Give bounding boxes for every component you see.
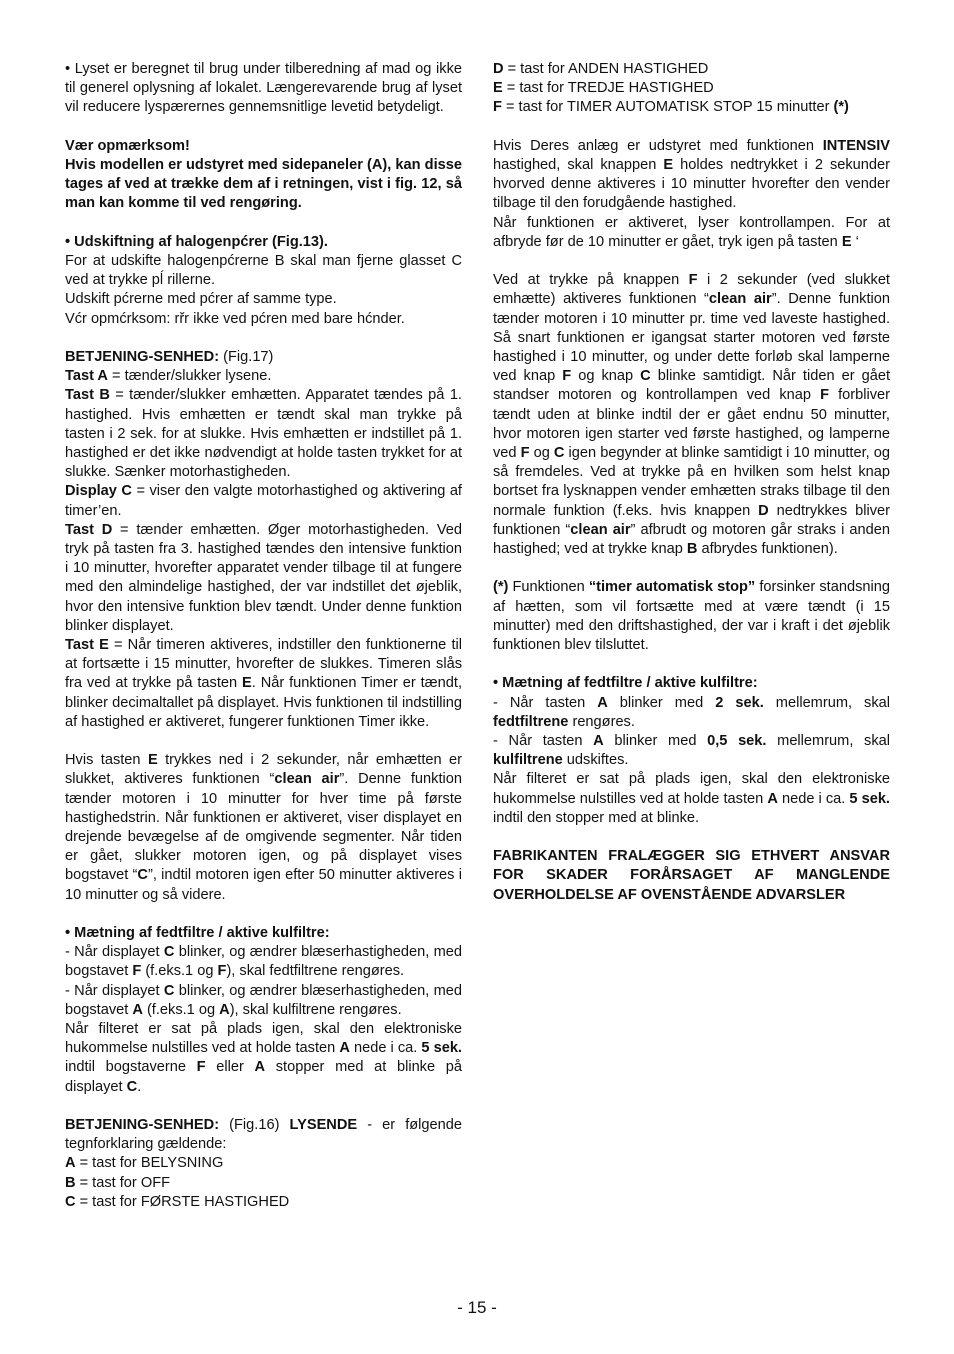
bold-text-run: F [820,387,829,404]
text-run: Udskift pćrerne med pćrer af samme type. [65,291,337,308]
bold-text-run: B [65,1174,76,1191]
paragraph [493,271,890,559]
paragraph [65,233,462,252]
paragraph [493,137,890,214]
bold-text-run: Hvis modellen er udstyret med sidepaneler (A), kan disse tages af ved at trække dem af i retningen, vist i fig. 12, så man kan komme til ved rengøring. [65,157,462,212]
bold-text-run: • Udskiftning af halogenpćrer (Fig.13). [65,233,328,250]
bold-text-run: A [254,1059,266,1076]
paragraph [493,214,890,252]
text-run: (f.eks.1 og [141,963,218,980]
paragraph [65,1193,462,1212]
paragraph [65,1116,462,1154]
bold-text-run: LYSENDE [289,1117,358,1134]
right-column [493,60,890,905]
text-run: (Fig.17) [223,349,274,365]
bold-text-run: clean air [570,521,631,538]
paragraph [65,290,462,309]
text-run: = tænder/slukker lysene. [107,368,272,385]
text-run: i 2 sekunder (ved slukket emhætte) aktiveres funktionen “ [493,272,890,308]
bold-text-run: Vær opmærksom! [65,137,190,154]
paragraph [493,847,890,905]
paragraph [493,79,890,98]
paragraph [65,348,462,367]
text-run: (Fig.16) [229,1117,290,1134]
text-run: = tast for ANDEN HASTIGHED [503,61,709,77]
bold-text-run: A [597,694,608,711]
bold-text-run: kulfiltrene [493,752,563,769]
bold-text-run: C [163,944,175,961]
text-run: Ved at trykke på knappen [493,272,689,289]
text-run: udskiftes. [562,752,629,769]
bold-text-run: fedtfiltrene [493,713,569,730]
paragraph [65,636,462,732]
bold-text-run: BETJENING-SENHED: [65,349,224,365]
bold-text-run: D [758,502,769,519]
paragraph-gap [493,655,890,674]
text-run: og [529,445,554,462]
text-run: blinker med [607,694,716,711]
paragraph-gap [65,214,462,233]
text-run: blinker med [603,733,708,750]
text-run: - Når displayet [65,982,164,999]
text-run: rengøres. [568,713,635,730]
paragraph [65,156,462,214]
bold-text-run: A [219,1001,230,1018]
left-column [65,60,462,1212]
text-run: blinker, og ændrer blæserhastigheden, med bogstavet [65,982,462,1018]
text-run: . [137,1078,142,1095]
text-run: trykkes ned i 2 sekunder, når emhætten er slukket, aktiveres funktionen “ [65,752,462,788]
text-run: = tænder/slukker emhætten. Apparatet tændes på 1. hastighed. Hvis emhætten er tændt skal man trykke på tasten i 2 sek. for at slukke. Hvis emhætten er indstillet på 1. hastighed er det ikke nødvendigt at holde tasten trykket for at slukke. Sænker motorhastigheden. [65,387,462,481]
paragraph [65,1174,462,1193]
bold-text-run: E [147,752,158,769]
text-run: . Når funktionen Timer er tændt, blinker decimaltallet på displayet. Hvis funktionen til indstilling af hastighed er aktiveret, fungerer funktionen Timer ikke. [65,675,462,730]
paragraph-gap [65,329,462,348]
bold-text-run: C [553,445,565,462]
bold-text-run: F [493,99,502,116]
text-run: ”, indtil motoren igen efter 50 minutter aktiveres i 10 minutter og så videre. [65,867,462,903]
bold-text-run: D [493,61,504,77]
text-run: - Når tasten [493,694,598,711]
paragraph-gap [493,828,890,847]
bold-text-run: • Mætning af fedtfiltre / aktive kulfiltre: [65,925,330,942]
paragraph [65,386,462,482]
bold-text-run: “timer automatisk stop” [588,579,756,596]
paragraph-gap [65,732,462,751]
paragraph [65,751,462,905]
text-run: afbrydes funktionen). [697,541,838,558]
text-run: ‘ [851,233,859,250]
bold-text-run: F [562,368,572,385]
paragraph [65,252,462,290]
paragraph [493,674,890,693]
text-run: Når funktionen er aktiveret, lyser kontrollampen. For at afbryde før de 10 minutter er gået, tryk igen på tasten [493,214,890,250]
text-run: - er følgende tegnforklaring gældende: [65,1117,463,1153]
text-run: hastighed, skal knappen [493,157,664,173]
bold-text-run: F [196,1059,206,1076]
text-run: = tast for TREDJE HASTIGHED [502,80,714,97]
paragraph [493,60,890,79]
bold-text-run: A [767,790,778,807]
text-run: Vćr opmćrksom: rřr ikke ved pćren med bare hćnder. [65,310,405,327]
text-run: = Når timeren aktiveres, indstiller den funktionerne til at fortsætte i 15 minutter, hvorefter de slukkes. Timeren slås fra ved at trykke på tasten [65,637,462,692]
text-run: ” afbrudt og motoren går straks i anden hastighed; ved at trykke knap [493,521,890,558]
text-run: ), skal kulfiltrene rengøres. [229,1001,402,1018]
text-run: mellemrum, skal [763,694,891,711]
paragraph [493,694,890,732]
paragraph [65,521,462,636]
bold-text-run: Tast B [65,387,110,404]
paragraph [65,310,462,329]
bold-text-run: FABRIKANTEN FRALÆGGER SIG ETHVERT ANSVAR FOR SKADER FORÅRSAGET AF MANGLENDE OVERHOLDELSE AF OVENSTÅENDE ADVARSLER [493,848,890,903]
bold-text-run: F [132,963,142,980]
paragraph [65,924,462,943]
paragraph-gap [65,1097,462,1116]
bold-text-run: 0,5 sek. [707,733,767,750]
bold-text-run: A [132,1001,143,1018]
text-run: eller [205,1059,255,1076]
text-run: holdes nedtrykket i 2 sekunder hvorved denne aktiveres i 10 minutter hvorefter den vender tilbage til den forudgående hastighed. [493,157,890,212]
bold-text-run: E [493,80,503,97]
text-run: Når filteret er sat på plads igen, skal den elektroniske hukommelse nulstilles ved at holde tasten [65,1021,462,1057]
bold-text-run: C [65,1193,76,1210]
text-run: nede i ca. [349,1040,422,1057]
text-run: - Når displayet [65,944,164,961]
text-run: = viser den valgte motorhastighed og aktivering af timer’en. [65,483,462,519]
paragraph [493,98,890,117]
text-run: Hvis tasten [65,752,148,769]
paragraph [65,137,462,156]
text-run: nede i ca. [777,790,850,807]
text-run: = tænder emhætten. Øger motorhastigheden. Ved tryk på tasten fra 3. hastighed tændes den intensive funktion i 10 minutter, hvorefter apparatet vender tilbage til at fungere med den almindelige hastighed, der var indstillet det øjeblik, hvor den intensive funktion blev tændt. Under denne funktion blinker displayet. [65,521,462,634]
text-run: blinker, og ændrer blæserhastigheden, med bogstavet [65,944,462,980]
bold-text-run: 5 sek. [421,1040,462,1057]
paragraph [65,943,462,981]
bold-text-run: E [663,157,674,173]
bold-text-run: BETJENING-SENHED: [65,1117,230,1134]
text-run: indtil den stopper med at blinke. [493,809,700,826]
text-run: ”. Denne funktion tænder motoren i 10 minutter for hver time på første hastighedstrin. Når funktionen er aktiveret, viser displayet en drejende bevægelse af de omgivende segmenter. Når tiden er gået, slukker motoren igen, og på displayet vises bogstavet “ [65,771,462,884]
bold-text-run: • Mætning af fedtfiltre / aktive kulfiltre: [493,675,758,692]
bold-text-run: (*) [833,99,849,116]
paragraph-gap [65,118,462,137]
text-run: ”. Denne funktion tænder motoren i 10 minutter pr. time ved laveste hastighed. Så snart funktionen er igangsat starter motoren ved første hastighed i 10 minutter, og under dette forløb skal lamperne ved knap [493,291,890,385]
paragraph [493,770,890,828]
text-run: = tast for TIMER AUTOMATISK STOP 15 minutter [501,99,834,116]
bold-text-run: F [217,963,227,980]
text-run: (f.eks.1 og [142,1001,220,1018]
bold-text-run: clean air [274,771,340,788]
bold-text-run: 5 sek. [849,790,890,807]
paragraph [493,578,890,655]
paragraph [65,367,462,386]
text-run: forbliver tændt uden at blinke indtil der er gået endnu 50 minutter, hvor motoren igen starter ved første hastighed, og lamperne ved [493,387,890,462]
text-run: og knap [571,368,641,385]
bold-text-run: Tast D [65,521,113,538]
text-run: Funktionen [508,579,589,596]
text-run: For at udskifte halogenpćrerne B skal man fjerne glasset C ved at trykke pĺ rillerne. [65,253,462,289]
text-run: nedtrykkes bliver funktionen “ [493,502,890,538]
bold-text-run: A [65,1155,76,1172]
paragraph [65,482,462,520]
bold-text-run: 2 sek. [715,694,764,711]
text-run: forsinker standsning af hætten, som vil fortsætte med at være tændt (i 15 minutter) med den driftshastighed, der var i kraft i det øjeblik funktionen blev tilsluttet. [493,579,890,654]
text-run: mellemrum, skal [766,733,891,750]
text-run: = tast for FØRSTE HASTIGHED [75,1193,290,1210]
text-run: = tast for OFF [75,1174,171,1191]
text-run: Når filteret er sat på plads igen, skal den elektroniske hukommelse nulstilles ved at holde tasten [493,771,890,807]
bold-text-run: clean air [708,291,772,308]
text-run: - Når tasten [493,733,594,750]
paragraph [493,732,890,770]
bold-text-run: A [339,1040,350,1057]
text-run: stopper med at blinke på displayet [65,1059,463,1095]
page-number: - 15 - [457,1298,497,1317]
bold-text-run: INTENSIV [822,137,890,154]
paragraph-gap [493,559,890,578]
paragraph-gap [493,252,890,271]
paragraph [65,1154,462,1173]
text-run: indtil bogstaverne [65,1059,197,1076]
bold-text-run: Tast E [65,637,109,654]
paragraph-gap [493,118,890,137]
bold-text-run: C [163,982,175,999]
text-run: = tast for BELYSNING [75,1155,224,1172]
bold-text-run: Tast A [65,368,108,385]
bold-text-run: C [640,368,651,385]
paragraph [65,982,462,1020]
bold-text-run: E [242,675,252,692]
text-run: ), skal fedtfiltrene rengøres. [226,963,405,980]
bold-text-run: F [688,272,698,289]
bold-text-run: A [593,733,604,750]
text-run: blinke samtidigt. Når tiden er gået standser motoren og kontrollampen ved knap [493,368,891,404]
text-run: igen begynder at blinke samtidigt i 10 minutter, og så fremdeles. Ved at trykke på en hvilken som helst knap bortset fra lysknappen vender emhætten straks tilbage til den normale funktion (f.eks. hvis knappen [493,445,890,519]
bold-text-run: F [520,445,530,462]
bold-text-run: C [126,1078,138,1095]
paragraph [65,1020,462,1097]
bold-text-run: E [841,233,852,250]
bold-text-run: Display C [65,483,132,500]
paragraph-gap [65,905,462,924]
paragraph [65,60,462,118]
bold-text-run: C [137,867,148,884]
bold-text-run: (*) [493,579,509,596]
text-run: Hvis Deres anlæg er udstyret med funktionen [493,137,823,154]
bold-text-run: B [686,541,698,558]
text-run: • Lyset er beregnet til brug under tilberedning af mad og ikke til generel oplysning af lokalet. Længerevarende brug af lyset vil reducere lyspærernes gennemsnitlige levetid betydeligt. [65,61,462,116]
